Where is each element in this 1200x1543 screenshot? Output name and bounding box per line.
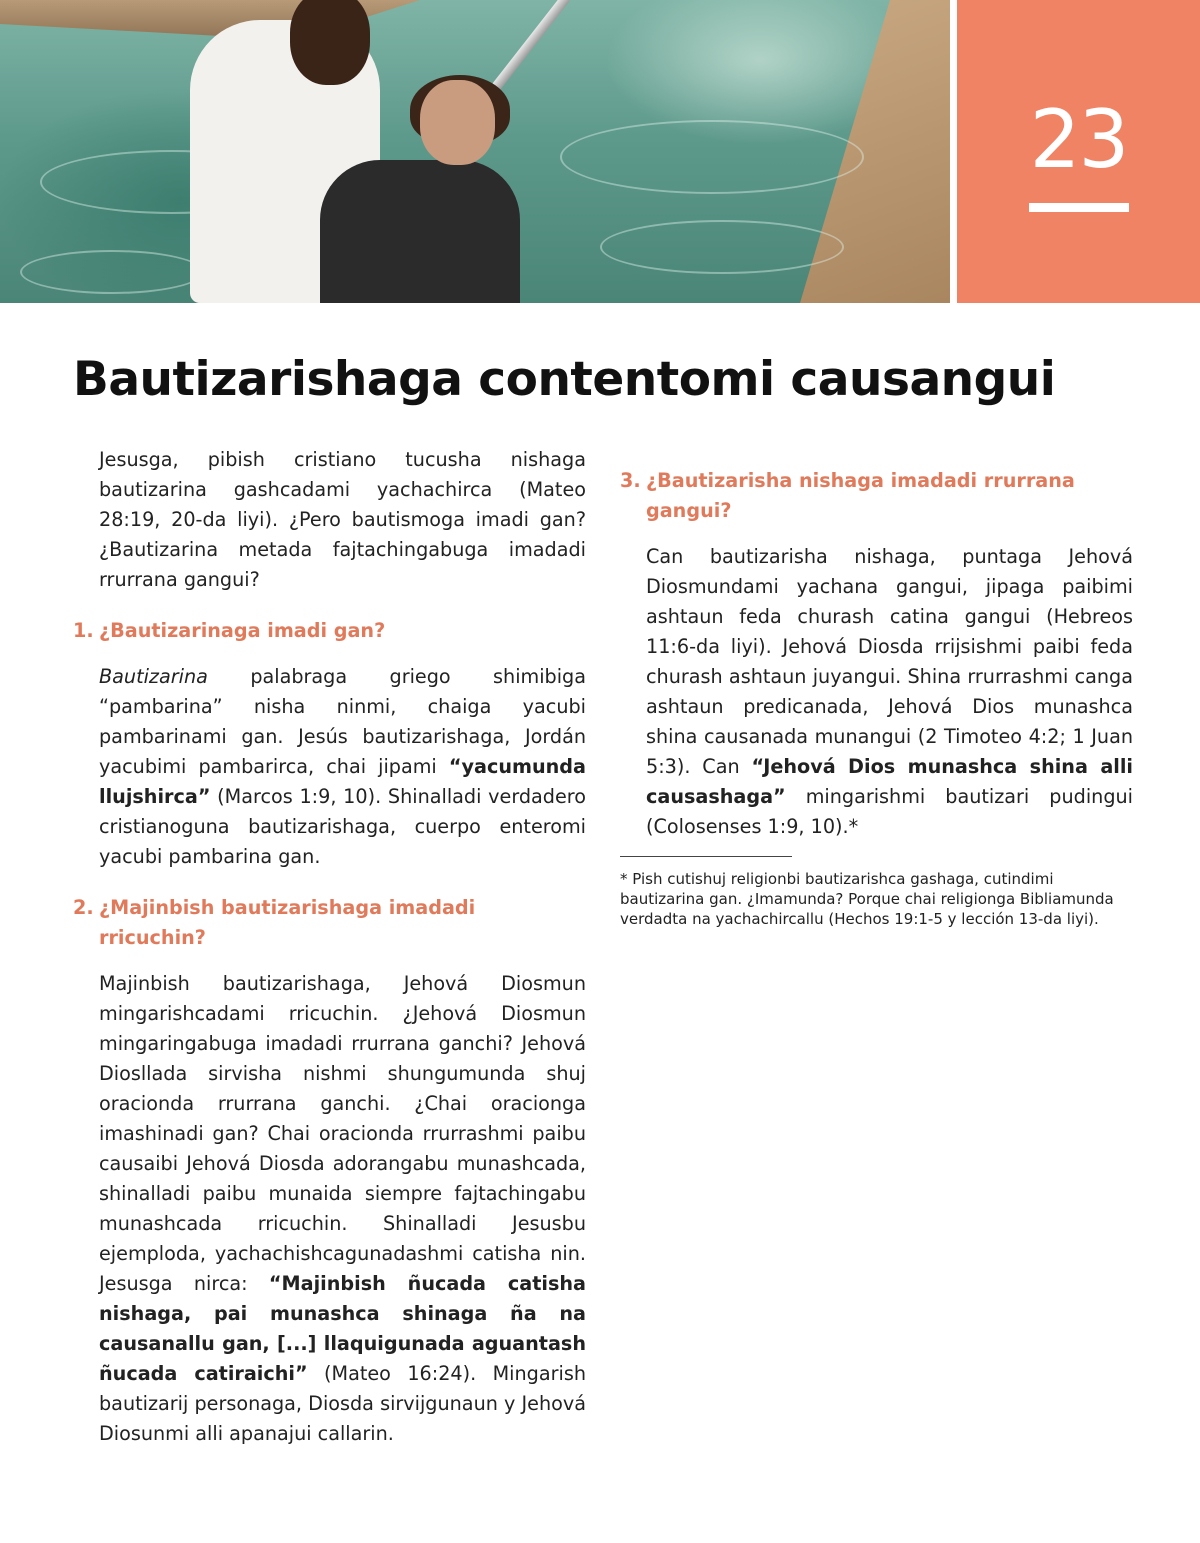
bold-quote: “Jehová Dios munashca shina alli causashaga” bbox=[646, 755, 1134, 808]
water-ripple bbox=[20, 250, 204, 294]
question-text: ¿Majinbish bautizarishaga imadadi rricuchin? bbox=[99, 896, 476, 949]
water-ripple bbox=[600, 220, 844, 274]
answer-text: Majinbish bautizarishaga, Jehová Diosmun mingarishcadami rricuchin. ¿Jehová Diosmun mingaringabuga imadadi rrurrana ganchi? Jehová Diosllada sirvisha nishmi shungumunda shuj oracionda rrurrana ganchi. ¿Chai oracionga imashinadi gan? Chai oracionda rrurrashmi paibu causaibi Jehová Diosda adorangabu munashcada, shinalladi paibu munaida siempre fajtachingabu munashcada rricuchin. Shinalladi Jesusbu ejemploda, yachachishcagunadashmi catisha nin. Jesusga nirca: bbox=[99, 972, 586, 1295]
water-ripple bbox=[560, 120, 864, 194]
question-2 bbox=[73, 893, 586, 953]
question-number: 1. bbox=[73, 619, 94, 642]
answer-2-paragraph bbox=[73, 969, 586, 1449]
emphasis-term: Bautizarina bbox=[99, 665, 208, 688]
answer-1-paragraph bbox=[73, 662, 586, 872]
answer-text: palabraga griego shimibiga “pambarina” nisha ninmi, chaiga yacubi pambarinami gan. Jesús bautizarishaga, Jordán yacubimi pambarirca, chai jipami bbox=[99, 665, 586, 778]
woman-face bbox=[420, 80, 495, 165]
question-number: 2. bbox=[73, 896, 94, 919]
chapter-number: 23 bbox=[1029, 93, 1128, 186]
answer-text: (Marcos 1:9, 10). Shinalladi verdadero cristianoguna bautizarishaga, cuerpo enteromi yacubi pambarina gan. bbox=[99, 785, 586, 868]
answer-text: Can bautizarisha nishaga, puntaga Jehová Diosmundami yachana gangui, jipaga paibimi ashtaun feda churash catina gangui (Hebreos 11:6-da liyi). Jehová Diosda rrijsishmi paibi feda churash ashtaun juyangui. Shina rrurrashmi canga ashtaun predicanada, Jehová Dios munashca shina causanada munangui (2 Timoteo 4:2; 1 Juan 5:3). Can bbox=[646, 545, 1133, 778]
page-title: Bautizarishaga contentomi causangui bbox=[73, 352, 1056, 407]
right-column bbox=[620, 445, 1133, 929]
bold-quote: “yacumunda llujshirca” bbox=[99, 755, 586, 808]
woman-figure bbox=[320, 160, 520, 303]
chapter-underline bbox=[1029, 203, 1129, 212]
answer-3-paragraph bbox=[620, 542, 1133, 842]
question-text: ¿Bautizarinaga imadi gan? bbox=[99, 619, 386, 642]
footnote: * Pish cutishuj religionbi bautizarishca gashaga, cutindimi bautizarina gan. ¿Imamunda? Porque chai religionga Bibliamunda verdadta na yachachircallu (Hechos 19:1-5 y lección 13-da liyi). bbox=[620, 870, 1114, 928]
question-3 bbox=[620, 466, 1133, 526]
baptism-photo bbox=[0, 0, 950, 303]
bold-quote: “Majinbish ñucada catisha nishaga, pai munashca shinaga ña na causanallu gan, [...] llaquigunada aguantash ñucada catiraichi” bbox=[99, 1272, 586, 1385]
footnote-divider bbox=[620, 856, 792, 857]
left-column bbox=[73, 445, 586, 1449]
question-1 bbox=[73, 616, 586, 646]
man-head bbox=[290, 0, 370, 85]
intro-paragraph: Jesusga, pibish cristiano tucusha nishaga bautizarina gashcadami yachachirca (Mateo 28:19, 20-da liyi). ¿Pero bautismoga imadi gan? ¿Bautizarina metada fajtachingabuga imadadi rrurrana gangui? bbox=[99, 448, 586, 591]
answer-text: mingarishmi bautizari pudingui (Colosenses 1:9, 10).* bbox=[646, 785, 1133, 838]
question-text: ¿Bautizarisha nishaga imadadi rrurrana gangui? bbox=[646, 469, 1075, 522]
chapter-badge bbox=[957, 0, 1200, 303]
answer-text: (Mateo 16:24). Mingarish bautizarij personaga, Diosda sirvijgunaun y Jehová Diosunmi alli apanajui callarin. bbox=[99, 1362, 586, 1445]
question-number: 3. bbox=[620, 469, 641, 492]
